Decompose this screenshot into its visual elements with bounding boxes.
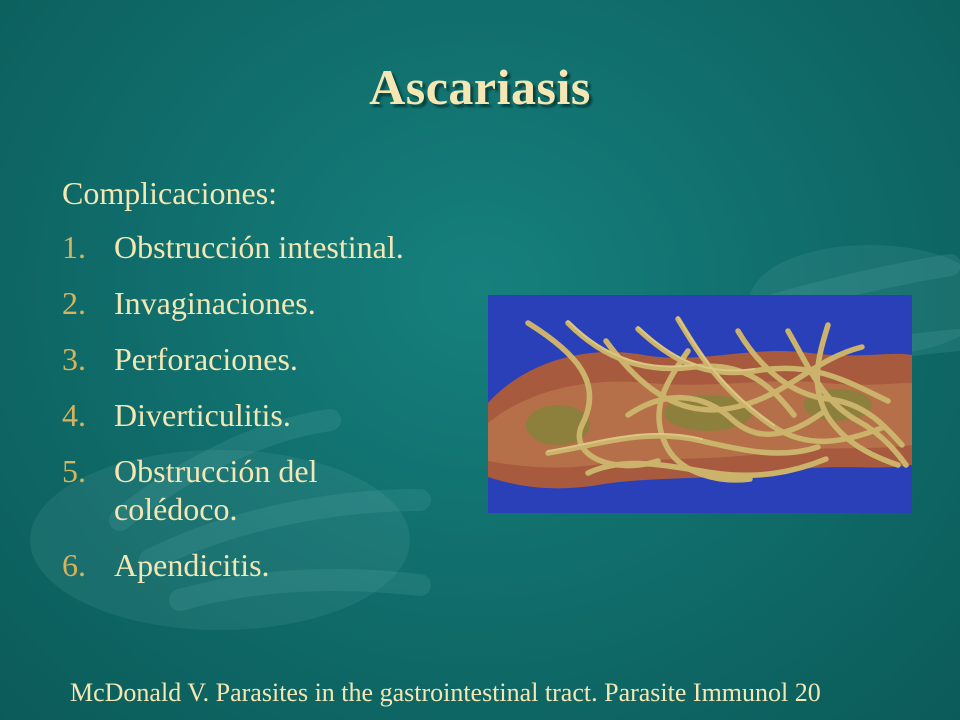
list-item: [62, 546, 462, 584]
list-number: 1.: [62, 229, 86, 265]
list-item-text: Perforaciones.: [114, 341, 298, 377]
list-item-text: Apendicitis.: [114, 547, 270, 583]
list-item-text: Obstrucción del colédoco.: [114, 453, 318, 527]
list-number: 5.: [62, 453, 86, 489]
worms-photo: [488, 295, 912, 513]
slide-title: Ascariasis: [369, 59, 591, 115]
list-item-text: Invaginaciones.: [114, 285, 316, 321]
list-item: [62, 284, 462, 322]
list-item: [62, 396, 462, 434]
list-number: 2.: [62, 285, 86, 321]
list-item: [62, 228, 462, 266]
worms-illustration: [488, 295, 912, 513]
complications-heading: Complicaciones:: [62, 175, 278, 211]
list-item-text: Diverticulitis.: [114, 397, 291, 433]
list-item: [62, 340, 462, 378]
list-item-text: Obstrucción intestinal.: [114, 229, 404, 265]
list-item: [62, 452, 462, 528]
citation: McDonald V. Parasites in the gastrointestinal tract. Parasite Immunol 20: [70, 678, 821, 707]
complications-list: [62, 228, 462, 602]
list-number: 6.: [62, 547, 86, 583]
list-number: 3.: [62, 341, 86, 377]
list-number: 4.: [62, 397, 86, 433]
